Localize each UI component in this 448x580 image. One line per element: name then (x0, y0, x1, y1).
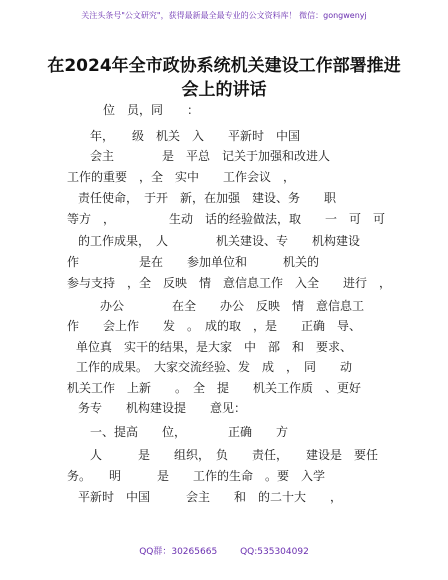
document-title-line-2: 会上的讲话 (181, 80, 267, 100)
body-line: 办公 在全 办公 反映 情 意信息工 (100, 299, 365, 313)
page-footer (0, 544, 448, 557)
footer-qq-group: QQ群：30265665 (139, 547, 218, 557)
body-line: 参与支持 ，全 反映 情 意信息工作 入全 进行 ， (67, 276, 392, 290)
body-line: 作 会上作 发 。 成的取 ，是 正确 导、 (67, 319, 362, 333)
body-line: 务。 明 是 工作的生命 。要 入学 (67, 469, 326, 483)
section-heading: 一、提高 位， 正确 方 (90, 425, 289, 439)
body-line: 会主 是 平总 记关于加强和改进人 (90, 149, 331, 163)
document-title (30, 54, 418, 102)
body-line: 单位真 实干的结果，是大家 中 部 和 要求、 (76, 340, 353, 354)
body-line: 责任使命， 于开 新，在加强 建设、务 职 (78, 191, 337, 205)
body-line: 务专 机构建设提 意见： (78, 401, 247, 415)
body-line: 人 是 组织， 负 责任， 建设是 要任 (90, 448, 379, 462)
body-line: 工作的重要 ，全 实中 工作会议 ， (67, 170, 296, 184)
body-line: 工作的成果。 大家交流经验、发 成 ， 同 动 (76, 360, 353, 374)
body-line: 等方 ， 生动 话的经验做法，取 一 可 可 (67, 212, 386, 226)
document-title-line-1: 在2024年全市政协系统机关建设工作部署推进 (47, 56, 401, 76)
body-line: 平新时 中国 会主 和 的二十大 ， (78, 490, 343, 504)
page-header-banner: 关注头条号"公文研究"，获得最新最全最专业的公文资料库！ 微信：gongwenyj (81, 11, 367, 20)
footer-qq: QQ:535304092 (240, 547, 309, 557)
body-line: 的工作成果， 人 机关建设、专 机构建设 (78, 234, 361, 248)
body-line: 机关工作 上新 。 全 提 机关工作质 、更好 (67, 381, 362, 395)
body-line: 年， 级 机关 入 平新时 中国 (90, 129, 301, 143)
body-line-salutation: 位 员，同 ： (103, 103, 200, 117)
body-line: 作 是在 参加单位和 机关的 (67, 255, 320, 269)
